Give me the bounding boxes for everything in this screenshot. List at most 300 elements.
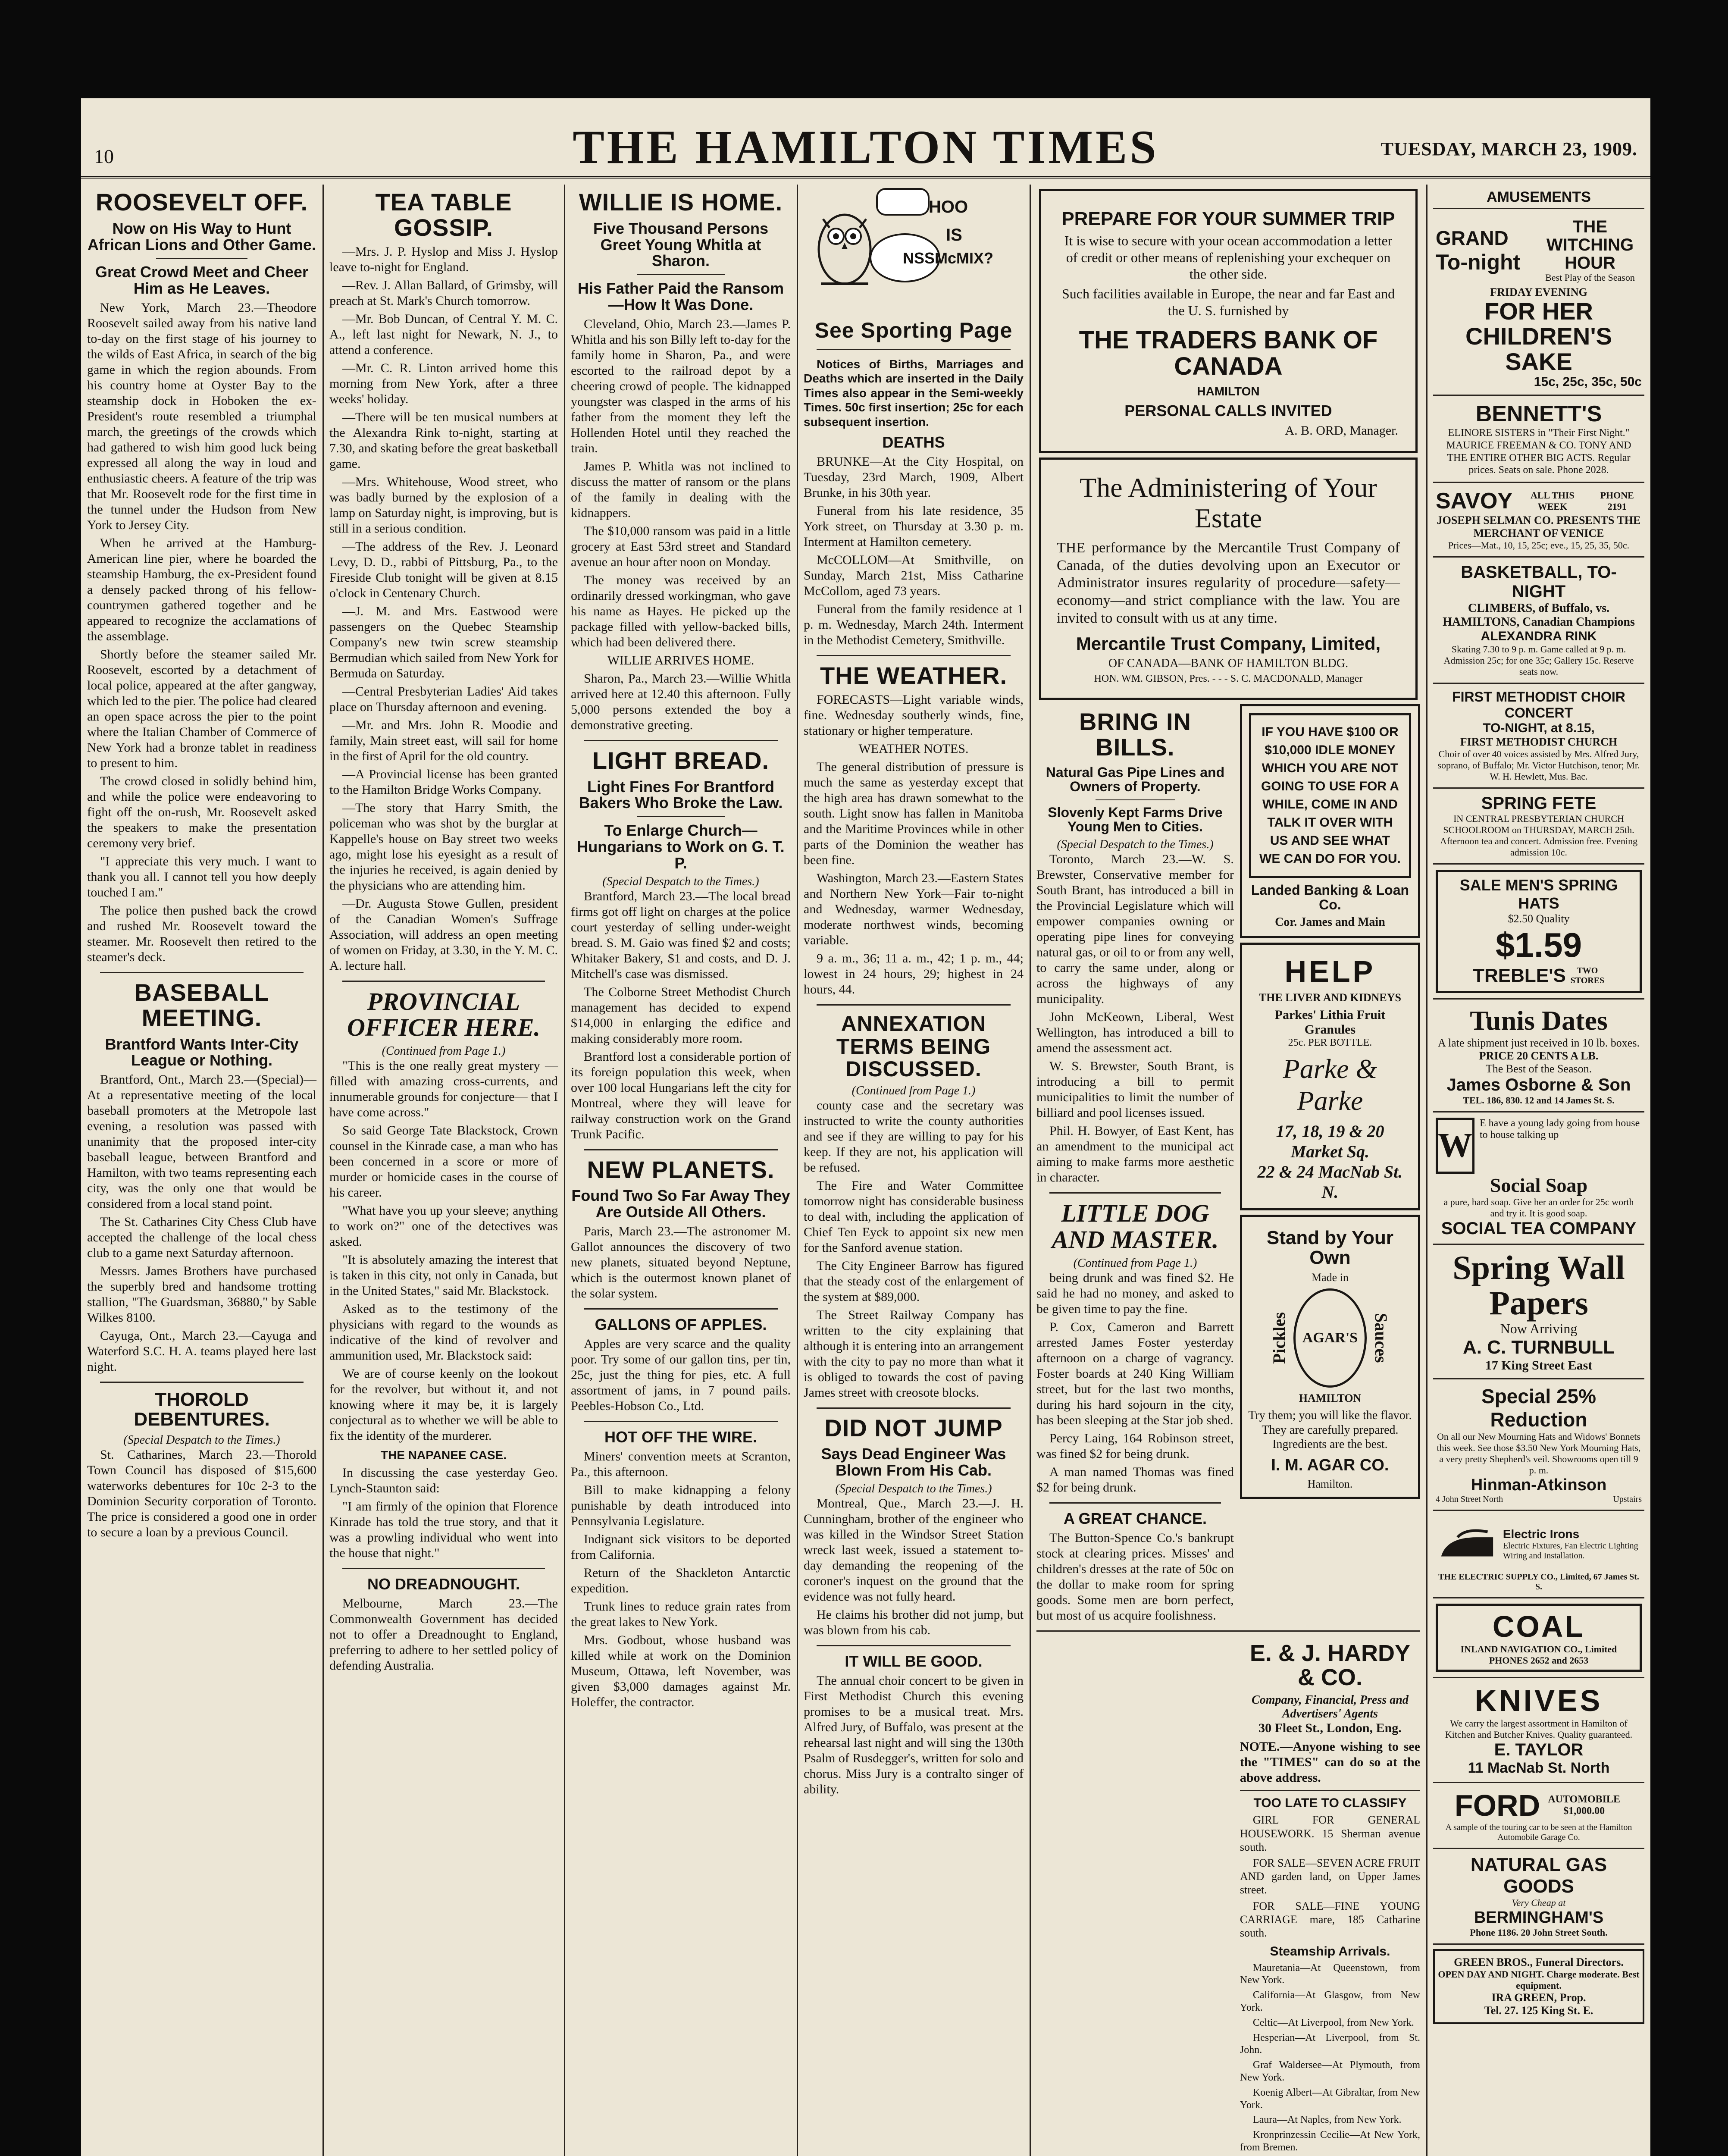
owl-bubble-text: HOO: [929, 197, 968, 216]
byline: (Special Despatch to the Times.): [602, 874, 759, 888]
firm-address: 17 King Street East: [1485, 1358, 1593, 1373]
continued-note: (Continued from Page 1.): [382, 1044, 506, 1058]
paragraph: The Button-Spence Co.'s bankrupt stock at clearing prices. Misses' and children's dresses at the rate of 50c on the dollar to make room for spring goods. Some men are born perfect, but most of us acquire foolishness.: [1036, 1530, 1234, 1623]
divider: [342, 1568, 545, 1569]
hardy-sub: Company, Financial, Press and Advertisers' Agents: [1252, 1693, 1409, 1720]
basketball-ad: [1433, 558, 1644, 684]
paragraph: —Mr. C. R. Linton arrived home this morning from New York, after a three weeks' holiday.: [329, 360, 558, 406]
coal-phones: PHONES 2652 and 2653: [1489, 1655, 1589, 1666]
hats-old-price: $2.50 Quality: [1508, 912, 1570, 925]
dog-article: [1036, 1270, 1234, 1495]
paragraph: —The address of the Rev. J. Leonard Levy, D. D., rabbi of Pittsburg, Pa., to the Fireside Club tonight will be given at 8.15 o'clock in Centenary Church.: [329, 539, 558, 600]
bills-deck: Slovenly Kept Farms Drive Young Men to Cities.: [1048, 804, 1223, 835]
bank-calls: PERSONAL CALLS INVITED: [1124, 402, 1332, 420]
choir-concert-ad: [1433, 684, 1644, 789]
paragraph: The Colborne Street Methodist Church management has decided to expend $14,000 in enlarging the edifice and making considerably more room.: [571, 984, 791, 1046]
ad-body: OPEN DAY AND NIGHT. Charge moderate. Best equipment.: [1438, 1969, 1640, 1991]
ad-body: We carry the largest assortment in Hamilton of Kitchen and Butcher Knives. Quality guaranteed.: [1445, 1718, 1633, 1740]
paragraph: Cayuga, Ont., March 23.—Cayuga and Waterford S.C. H. A. teams played here last night.: [87, 1329, 316, 1374]
classified-list: [1240, 1813, 1420, 1940]
paragraph: —Dr. Augusta Stowe Gullen, president of the Canadian Women's Suffrage Association, will address an open meeting of women on Friday, at 3.30, in the Y. M. C. A. lecture hall.: [329, 896, 558, 973]
steamship-list: [1240, 1962, 1420, 2156]
ad-headline: Tunis Dates: [1470, 1005, 1608, 1036]
divider: [817, 349, 1011, 350]
byline: (Special Despatch to the Times.): [1057, 837, 1214, 851]
iron-text: [1503, 1527, 1642, 1561]
notices-text: [804, 357, 1024, 429]
bennetts-ad: [1433, 396, 1644, 483]
side-ads-column: [1240, 704, 1420, 1626]
deaths-headline: DEATHS: [882, 433, 945, 451]
newspaper-title: THE HAMILTON TIMES: [573, 121, 1159, 173]
address-line: 22 & 24 MacNab St. N.: [1257, 1162, 1403, 1202]
hardy-and-classified: [1240, 1636, 1420, 2156]
good-article: [804, 1673, 1024, 1797]
soap-text: E have a young lady going from house to house talking up: [1480, 1118, 1640, 1141]
soap-row: [1436, 1118, 1642, 1174]
willie-deck: His Father Paid the Ransom—How It Was Done.: [577, 279, 784, 313]
ford-tag: AUTOMOBILE $1,000.00: [1548, 1794, 1620, 1817]
bills-article: [1036, 852, 1234, 1185]
savoy-top: [1436, 488, 1642, 514]
ad-body: Skating 7.30 to 9 p. m. Game called at 9 p. m. Admission 25c; for one 35c; Gallery 15c. Reserve seats now.: [1443, 644, 1634, 677]
paragraph: Messrs. James Brothers have purchased the superbly bred and handsome trotting stallion, "The Guardsman, 36880," by Sable Wilkes 8100.: [87, 1264, 316, 1325]
divider: [584, 1308, 778, 1310]
landed-banking-ad: [1240, 704, 1420, 938]
ad-headline: Special 25% Reduction: [1481, 1385, 1596, 1431]
bottom-section: [1036, 1636, 1420, 2156]
paragraph: WILLIE ARRIVES HOME.: [607, 653, 754, 667]
show-title: THE WITCHING HOUR: [1546, 217, 1634, 273]
split-section: [1036, 704, 1420, 1626]
paragraph: Brantford, Ont., March 23.—(Special)—At a representative meeting of the local baseball promoters at the Metropole last evening, a resolution was passed with unanimity that the proposed inter-city baseball league, between Brantford and Hamilton, with two teams representing each city, was the only one that would be considered from a local stand point.: [87, 1072, 316, 1211]
paragraph: The money was received by an ordinarily dressed workingman, who gave his name as Hayes. He picked up the package filled with yellow-backed bills, which had been delivered there.: [571, 573, 791, 649]
steamship-item: Graf Waldersee—At Plymouth, from New York.: [1240, 2059, 1420, 2083]
ad-body: Try them; you will like the flavor. They are carefully prepared. Ingredients are the best.: [1248, 1409, 1412, 1451]
paragraph: Sharon, Pa., March 23.—Willie Whitla arrived here at 12.40 this afternoon. Fully 5,000 persons extended the boy a demonstrative greeting.: [571, 671, 791, 732]
paragraph: "I appreciate this very much. I want to thank you all. I cannot tell you how deeply touched I am.": [87, 854, 316, 899]
ad-headline: SPRING FETE: [1481, 794, 1597, 813]
column-1: [81, 185, 322, 2156]
paragraph: —Mrs. Whitehouse, Wood street, who was badly burned by the explosion of a lamp on Saturday night, is improving, but is still in a serious condition.: [329, 474, 558, 536]
address-line: 17, 18, 19 & 20 Market Sq.: [1276, 1121, 1384, 1161]
willie-article: [571, 317, 791, 733]
show-prices: Prices—Mat., 10, 15, 25c; eve., 15, 25, 35, 50c.: [1448, 540, 1630, 551]
ad-headline: Electric Irons: [1503, 1527, 1580, 1541]
friday-play: FOR HER CHILDREN'S SAKE: [1465, 297, 1612, 376]
annexation-headline: ANNEXATION TERMS BEING DISCUSSED.: [836, 1012, 991, 1081]
paragraph: Brantford lost a considerable portion of its foreign population this week, when over 100 local Hungarians left the city for Montreal, where they will leave for railway construction work on the Grand Trunk Pacific.: [571, 1049, 791, 1141]
divider: [584, 1149, 778, 1150]
divider: [584, 740, 778, 741]
ad-body: Electric Fixtures, Fan Electric Lighting Wiring and Installation.: [1503, 1541, 1638, 1561]
willie-deck: Five Thousand Persons Greet Young Whitla at Sharon.: [593, 219, 769, 270]
firm-address-row: [1436, 1495, 1642, 1504]
paragraph: Mrs. Godbout, whose husband was killed while at work on the Dominion Museum, Ottawa, left November, was given $3,000 damages against Mr. Holeffer, the contractor.: [571, 1633, 791, 1709]
ad-headline: SALE MEN'S SPRING HATS: [1459, 876, 1618, 912]
steamship-item: California—At Glasgow, from New York.: [1240, 1990, 1420, 2013]
divider: [342, 981, 545, 982]
ad-body: JOSEPH SELMAN CO. PRESENTS THE MERCHANT OF VENICE: [1437, 514, 1641, 540]
game-venue: ALEXANDRA RINK: [1481, 629, 1597, 644]
pickles-label: Pickles: [1269, 1312, 1289, 1364]
paragraph: county case and the secretary was instructed to write the county authorities and see if they are willing to pay for his keep. If they are not, his application will be refused.: [804, 1098, 1024, 1175]
classified-item: FOR SALE—SEVEN ACRE FRUIT AND garden land, on Upper James street.: [1240, 1856, 1420, 1896]
paragraph: He claims his brother did not jump, but was blown from his cab.: [804, 1607, 1024, 1637]
firm-name: Hinman-Atkinson: [1471, 1476, 1607, 1495]
hardy-headline: E. & J. HARDY & CO.: [1249, 1640, 1410, 1691]
knives-ad: [1433, 1678, 1644, 1783]
divider: [1049, 1192, 1221, 1194]
column-5: [1030, 185, 1426, 2156]
dog-headline: LITTLE DOG AND MASTER.: [1052, 1199, 1219, 1253]
byline: (Special Despatch to the Times.): [835, 1482, 992, 1495]
divider: [100, 972, 304, 973]
masthead: [81, 111, 1650, 179]
product-name: Parkes' Lithia Fruit Granules: [1274, 1007, 1386, 1037]
paragraph: McCOLLOM—At Smithville, on Sunday, March 21st, Miss Catharine McCollom, aged 73 years.: [804, 553, 1024, 599]
paragraph: Paris, March 23.—The astronomer M. Gallot announces the discovery of two new planets, situated beyond Neptune, which is the outermost known planet of the solar system.: [571, 1224, 791, 1300]
bank-name: THE TRADERS BANK OF CANADA: [1079, 326, 1378, 381]
steamship-item: Celtic—At Liverpool, from New York.: [1252, 2017, 1414, 2028]
agar-city: HAMILTON: [1299, 1392, 1362, 1405]
ad-body: A sample of the touring car to be seen at the Hamilton Automobile Garage Co.: [1445, 1823, 1632, 1843]
ad-sub: Made in: [1311, 1271, 1349, 1284]
traders-bank-ad: [1039, 189, 1418, 453]
paragraph: The police then pushed back the crowd and rushed Mr. Roosevelt toward the steamer. Mr. Roosevelt then retired to the steamer's deck.: [87, 903, 316, 964]
trust-address: OF CANADA—BANK OF HAMILTON BLDG.: [1108, 656, 1349, 670]
ad-headline: Stand by Your Own: [1266, 1227, 1394, 1268]
continued-note: (Continued from Page 1.): [1073, 1256, 1197, 1270]
thorold-headline: THOROLD DEBENTURES.: [134, 1389, 270, 1430]
thorold-article: [87, 1447, 316, 1540]
product-price: 25c. PER BOTTLE.: [1288, 1037, 1372, 1048]
firm-address: 11 MacNab St. North: [1468, 1760, 1610, 1777]
divider: [817, 1645, 1011, 1646]
electric-iron-ad: [1433, 1511, 1644, 1598]
firm-floor: Upstairs: [1613, 1495, 1642, 1504]
paragraph: New York, March 23.—Theodore Roosevelt sailed away from his native land to-day on the first stage of his journey to the wilds of East Africa, in search of the big game in which the region abounds. From his country home at Oyster Bay to the steamship dock in Hoboken the ex-President's route resembled a triumphal march, the greetings of the crowds which had gathered to wish him good luck being expressed all along the way in loud and enthusiastic cheers. A feature of the trip was that Mr. Roosevelt rode for the first time in the tunnel under the Hudson from New York to Jersey City.: [87, 300, 316, 532]
ford-row: [1436, 1788, 1642, 1823]
provincial-article: [329, 1058, 558, 1444]
sporting-page-ref: See Sporting Page: [814, 318, 1013, 342]
theatre-name: GRAND: [1436, 226, 1509, 249]
ad-headline: NATURAL GAS GOODS: [1470, 1854, 1607, 1897]
ford-ad: [1433, 1783, 1644, 1849]
grand-left: [1436, 226, 1520, 275]
agar-jar-icon: [1293, 1288, 1367, 1388]
byline: (Special Despatch to the Times.): [123, 1433, 280, 1447]
paragraph: Trunk lines to reduce grain rates from the great lakes to New York.: [571, 1599, 791, 1629]
firm-name: BERMINGHAM'S: [1474, 1908, 1604, 1927]
hats-price: $1.59: [1495, 926, 1582, 965]
jump-article: [804, 1496, 1024, 1638]
paragraph: The Fire and Water Committee tomorrow night has considerable business to deal with, including the application of Chief Ten Eyck to appoint six new men for the Sanford avenue station.: [804, 1178, 1024, 1255]
ad-headline: Spring Wall Papers: [1453, 1249, 1625, 1322]
paragraph: Bill to make kidnapping a felony punishable by death introduced into Pennsylvania Legislature.: [571, 1482, 791, 1528]
classified-item: GIRL FOR GENERAL HOUSEWORK. 15 Sherman avenue south.: [1240, 1814, 1420, 1853]
paragraph: "What have you up your sleeve; anything to work on?" one of the detectives was asked.: [329, 1203, 558, 1249]
paragraph: Asked as to the testimony of the physicians with regard to the wounds as indicative of the kind of revolver and ammunition used, Mr. Blackstock said:: [329, 1302, 558, 1363]
theatre-name: BENNETT'S: [1475, 401, 1602, 427]
baseball-article: [87, 1072, 316, 1375]
firm-name: E. TAYLOR: [1494, 1740, 1584, 1760]
show-friday: FRIDAY EVENING: [1490, 285, 1587, 298]
paragraph: Washington, March 23.—Eastern States and Northern New York—Fair to-night and Wednesday, warmer Wednesday, moderate northwest winds, becoming variable.: [804, 871, 1024, 948]
owl-bubble-text: IS: [946, 226, 962, 244]
paragraph: When he arrived at the Hamburg-American line pier, where he boarded the steamship Hamburg, the ex-President found a densely packed throng of his fellow-countrymen gathered together and he appeared to recognize the acclamations of the assemblage.: [87, 536, 316, 643]
goodness-spacer: [1036, 1636, 1234, 2156]
paragraph: The crowd closed in solidly behind him, and while the police were endeavoring to fight off the on-rush, Mr. Roosevelt asked the speakers to make the presentation ceremony very brief.: [87, 774, 316, 850]
bread-article: [571, 889, 791, 1142]
tunis-dates-ad: [1433, 1000, 1644, 1112]
paragraph: Indignant sick visitors to be deported from California.: [571, 1532, 791, 1562]
grand-right: [1538, 218, 1642, 283]
ad-body: On all our New Mourning Hats and Widows' Bonnets this week. See those $3.50 New York Mourning Hats, a very pretty Shepherd's veil. Showrooms open till 9 p. m.: [1437, 1431, 1641, 1476]
ad-body: It is wise to secure with your ocean accommodation a letter of credit or other means of replenishing your exchequer on the other side.: [1064, 233, 1393, 282]
tea-headline: TEA TABLE GOSSIP.: [375, 188, 512, 241]
steamship-item: Laura—At Naples, from New York.: [1252, 2114, 1402, 2126]
paragraph: —Mrs. J. P. Hyslop and Miss J. Hyslop leave to-night for England.: [329, 244, 558, 274]
continued-note: (Continued from Page 1.): [851, 1084, 976, 1097]
baseball-deck: Brantford Wants Inter-City League or Nothing.: [105, 1035, 299, 1069]
company-address: Cor. James and Main: [1275, 915, 1385, 929]
paragraph: —Central Presbyterian Ladies' Aid takes place on Thursday afternoon and evening.: [329, 684, 558, 714]
paragraph: The City Engineer Barrow has figured that the steady cost of the enlargement of the system at $89,000.: [804, 1258, 1024, 1304]
steamship-item: Koenig Albert—At Gibraltar, from New York.: [1240, 2087, 1420, 2111]
green-bros-ad: [1433, 1949, 1644, 2024]
agar-ad: [1240, 1215, 1420, 1499]
chance-article: [1036, 1530, 1234, 1623]
paragraph: —J. M. and Mrs. Eastwood were passengers on the Quebec Steamship Company's new twin screw steamship Bermudian which sailed from New York for Bermuda on Saturday.: [329, 604, 558, 680]
amusements-header: AMUSEMENTS: [1433, 190, 1644, 209]
bread-deck: To Enlarge Church—Hungarians to Work on G. T. P.: [577, 821, 785, 872]
ad-headline: KNIVES: [1474, 1684, 1603, 1718]
ad-headline: The Administering of Your Estate: [1080, 472, 1377, 533]
baseball-headline: BASEBALL MEETING.: [134, 978, 269, 1031]
paragraph: Percy Laing, 164 Robinson street, was fined $2 for being drunk.: [1036, 1431, 1234, 1461]
paragraph: St. Catharines, March 23.—Thorold Town Council has disposed of $15,600 waterworks debentures for 10c 2-3 to the Dominion Security corporation of Toronto. The price is considered a good one in order to secure a loan by a previous Council.: [87, 1447, 316, 1539]
spring-fete-ad: [1433, 789, 1644, 865]
paragraph: Brantford, March 23.—The local bread firms got off light on charges at the police court yesterday of selling under-weight bread. S. M. Gaio was fined $2 and costs; Whitaker Bakery, $1 and costs, and D. J. Mitchell's case was dismissed.: [571, 889, 791, 981]
steamship-item: Kronprinzessin Cecilie—At New York, from Bremen.: [1240, 2129, 1420, 2153]
paragraph: Phil. H. Bowyer, of East Kent, has an amendment to the municipal act aiming to make farms more aesthetic in character.: [1036, 1123, 1234, 1185]
hardy-note: NOTE.—Anyone wishing to see the "TIMES" can do so at the above address.: [1240, 1739, 1420, 1785]
proprietor: IRA GREEN, Prop.: [1491, 1991, 1586, 2004]
product-name: Social Soap: [1490, 1174, 1588, 1197]
napanee-article: [329, 1465, 558, 1561]
hats-box: [1436, 870, 1642, 993]
classified-item: FOR SALE—FINE YOUNG CARRIAGE mare, 185 Catharine south.: [1240, 1899, 1420, 1939]
napanee-subhead: THE NAPANEE CASE.: [381, 1448, 507, 1462]
divider: [637, 816, 725, 817]
paragraph: In discussing the case yesterday Geo. Lynch-Staunton said:: [329, 1465, 558, 1495]
show-note: Best Play of the Season: [1545, 272, 1635, 283]
paragraph: Shortly before the steamer sailed Mr. Roosevelt, escorted by a detachment of local police, appeared at the after gangway, which led to the pier. The police had cleared an open space across the pier to the point where the Italian Chamber of Commerce of New York had a bronze tablet in readiness to present to him.: [87, 647, 316, 770]
column-3: [565, 185, 797, 2156]
paragraph: The St. Catharines City Chess Club have accepted the challenge of the local chess club to a game next Saturday afternoon.: [87, 1215, 316, 1260]
company-name: Landed Banking & Loan Co.: [1251, 882, 1409, 912]
paragraph: —A Provincial license has been granted to the Hamilton Bridge Works Company.: [329, 767, 558, 797]
paragraph: —The story that Harry Smith, the policeman who was shot by the burglar at Kappelle's house on Bay street two weeks ago, might lose his eyesight as a result of the injuries he received, is again denied by the physicians who are attending him.: [329, 800, 558, 893]
apples-headline: GALLONS OF APPLES.: [595, 1315, 767, 1333]
electric-iron-icon: [1436, 1516, 1499, 1572]
bills-deck: Natural Gas Pipe Lines and Owners of Property.: [1046, 764, 1225, 795]
roosevelt-headline: ROOSEVELT OFF.: [95, 188, 308, 216]
divider: [637, 274, 725, 275]
paragraph: Funeral from his late residence, 35 York street, on Thursday at 3.30 p. m. Interment at Hamilton cemetery.: [804, 504, 1024, 549]
company-place: Hamilton.: [1307, 1477, 1353, 1490]
reduction-ad: [1433, 1379, 1644, 1511]
bills-and-dog-column: [1036, 704, 1234, 1626]
divider: [1036, 1630, 1420, 1632]
ad-body: A late shipment just received in 10 lb. boxes.: [1438, 1037, 1640, 1050]
ad-headline: HELP: [1284, 955, 1376, 989]
savoy-sub: ALL THIS WEEK: [1530, 490, 1575, 512]
ad-body: IF YOU HAVE $100 OR $10,000 IDLE MONEY WHICH YOU ARE NOT GOING TO USE FOR A WHILE, COME IN AND TALK IT OVER WITH US AND SEE WHAT WE CAN DO FOR YOU.: [1249, 713, 1411, 878]
jump-deck: Says Dead Engineer Was Blown From His Cab.: [821, 1445, 1006, 1479]
paragraph: Funeral from the family residence at 1 p. m. Wednesday, March 24th. Interment in the Methodist Cemetery, Smithville.: [804, 602, 1024, 648]
paragraph: Toronto, March 23.—W. S. Brewster, Conservative member for South Brant, has introduced a bill in the Provincial Legislature which will empower companies owning or operating pipe lines for conveying natural gas, or oil to or from any well, to carry the same under, along or across the highways of any municipality.: [1036, 852, 1234, 1006]
paragraph: BRUNKE—At the City Hospital, on Tuesday, 23rd March, 1909, Albert Brunke, in his 30th year.: [804, 454, 1024, 500]
roosevelt-deck: Now on His Way to Hunt African Lions and Other Game.: [87, 219, 316, 254]
page-number: 10: [94, 145, 114, 167]
firm-address: 4 John Street North: [1436, 1495, 1503, 1504]
paragraph: John McKeown, Liberal, West Wellington, has introduced a bill to amend the assessment act.: [1036, 1009, 1234, 1055]
paragraph: "I am firmly of the opinion that Florence Kinrade has told the true story, and that it was a prowling individual who went into the house that night.": [329, 1499, 558, 1560]
theatre-name: SAVOY: [1436, 489, 1513, 514]
divider: [817, 1004, 1011, 1006]
ad-headline: FIRST METHODIST CHOIR CONCERT: [1452, 689, 1625, 721]
owl-illustration: [804, 185, 942, 297]
paragraph: So said George Tate Blackstock, Crown counsel in the Kinrade case, a man who has been concerned in a score or more of murder or homicide cases in the course of his career.: [329, 1123, 558, 1200]
natural-gas-ad: [1433, 1849, 1644, 1945]
firm-tel: TEL. 186, 830. 12 and 14 James St. S.: [1463, 1095, 1615, 1106]
paragraph: The annual choir concert to be given in First Methodist Church this evening promises to be a musical treat. Mrs. Alfred Jury, of Buffalo, was present at the rehearsal last night and will sing the 130th Psalm of Rusdegger's, written for solo and chorus. Miss Jury is a contralto singer of ability.: [804, 1673, 1024, 1796]
steamship-headline: Steamship Arrivals.: [1270, 1944, 1390, 1959]
divider: [584, 1421, 778, 1422]
classify-headline: TOO LATE TO CLASSIFY: [1253, 1796, 1407, 1810]
paragraph: "It is absolutely amazing the interest that is taken in this city, not only in Canada, but in the United States," said Mr. Blackstock.: [329, 1253, 558, 1298]
ad-sub: Very Cheap at: [1512, 1897, 1566, 1908]
roosevelt-deck: Great Crowd Meet and Cheer Him as He Leaves.: [95, 263, 309, 298]
paragraph: Return of the Shackleton Antarctic expedition.: [571, 1565, 791, 1595]
concert-time: TO-NIGHT, at 8.15,: [1483, 721, 1595, 736]
dates-best: The Best of the Season.: [1485, 1062, 1592, 1075]
paragraph: —Mr. and Mrs. John R. Moodie and family, Main street east, will sail for home in the first of April for the old country.: [329, 718, 558, 763]
paragraph: —Mr. Bob Duncan, of Central Y. M. C. A., left last night for Newark, N. J., to attend a conference.: [329, 311, 558, 357]
ad-sub: THE LIVER AND KIDNEYS: [1258, 991, 1402, 1004]
savoy-phone: PHONE 2191: [1600, 490, 1634, 512]
trebles-hats-ad: [1433, 865, 1644, 1000]
bank-manager: A. B. ORD, Manager.: [1285, 423, 1398, 438]
store-name: TREBLE'S: [1473, 965, 1566, 987]
agar-logo-row: [1248, 1288, 1412, 1388]
firm-name: James Osborne & Son: [1446, 1075, 1631, 1095]
paragraph: "This is the one really great mystery —filled with amazing cross-currents, and innumerable grounds for conjecture— that I have come across.": [329, 1059, 558, 1120]
ad-sub: Now Arriving: [1500, 1321, 1578, 1337]
savoy-ad: [1433, 483, 1644, 558]
column-4: [798, 185, 1030, 2156]
ad-body: a pure, hard soap. Give her an order for 25c worth and try it. It is good soap.: [1443, 1197, 1634, 1219]
ad-headline: BASKETBALL, TO-NIGHT: [1461, 563, 1617, 602]
divider: [1049, 1502, 1221, 1504]
paragraph: —There will be ten musical numbers at the Alexandra Rink to-night, starting at 7.30, and skating before the great basketball game.: [329, 410, 558, 471]
ad-body: INLAND NAVIGATION CO., Limited: [1460, 1644, 1617, 1655]
paragraph: P. Cox, Cameron and Barrett arrested James Foster yesterday afternoon on a charge of vagrancy. Foster boards at 240 King William street, but for the last two months, during his hard sojourn in the city, has been sleeping at the Star job shed.: [1036, 1319, 1234, 1427]
paragraph: A man named Thomas was fined $2 for being drunk.: [1036, 1464, 1234, 1495]
trust-officers: HON. WM. GIBSON, Pres. - - - S. C. MACDONALD, Manager: [1094, 673, 1363, 684]
mercantile-trust-ad: [1039, 458, 1418, 700]
newspaper-page: [81, 98, 1650, 2156]
paragraph: —Rev. J. Allan Ballard, of Grimsby, will preach at St. Mark's Church tomorrow.: [329, 278, 558, 308]
roosevelt-article: [87, 300, 316, 965]
ad-body: IN CENTRAL PRESBYTERIAN CHURCH SCHOOLROOM on THURSDAY, MARCH 25th. Afternoon tea and concert. Admission free. Evening admission 10c.: [1440, 813, 1638, 858]
show-when: To-night: [1436, 250, 1521, 274]
ad-body: Such facilities available in Europe, the near and far East and the U. S. furnished by: [1061, 286, 1395, 318]
ad-headline: FORD: [1454, 1789, 1540, 1823]
ad-body: THE performance by the Mercantile Trust Company of Canada, of the duties devolving upon an Executor or Administrator insures regularity of procedure—safety—economy—and strict compliance with the law. You are invited to consult with us at any time.: [1057, 539, 1400, 627]
owl-bubble-text: NSSMcMIX?: [903, 249, 994, 267]
dreadnought-article: [329, 1596, 558, 1673]
steamship-item: Hesperian—At Liverpool, from St. John.: [1240, 2032, 1420, 2056]
wire-headline: HOT OFF THE WIRE.: [604, 1428, 757, 1446]
store-count: TWO STORES: [1570, 966, 1605, 986]
dates-price: PRICE 20 CENTS A LB.: [1479, 1050, 1599, 1062]
planets-headline: NEW PLANETS.: [587, 1156, 775, 1183]
paragraph: Montreal, Que., March 23.—J. H. Cunningham, brother of the engineer who was killed in the Windsor Street Station wreck last week, issued a statement to-day demanding the reopening of the coroner's inquest on the ground that the evidence was not fully heard.: [804, 1496, 1024, 1604]
paragraph: The Street Railway Company has written to the city explaining that although it is entering into an arrangement with the city to pay no more than what it is obliged to towards the cost of paving James street with creosote blocks.: [804, 1307, 1024, 1400]
divider: [817, 1407, 1011, 1409]
trust-company-name: Mercantile Trust Company, Limited,: [1076, 633, 1381, 654]
company-name: SOCIAL TEA COMPANY: [1441, 1219, 1637, 1238]
company-name: I. M. AGAR CO.: [1271, 1456, 1389, 1474]
divider: [1240, 1790, 1420, 1791]
social-soap-ad: [1433, 1112, 1644, 1245]
agar-brand: AGAR'S: [1302, 1330, 1358, 1346]
divider: [817, 655, 1011, 656]
paragraph: We are of course keenly on the lookout for the revolver, but without it, and not knowing where it may be, it is largely conjectural as to whether we will be able to fix the identity of the murderer.: [329, 1366, 558, 1443]
planets-deck: Found Two So Far Away They Are Outside All Others.: [571, 1187, 790, 1221]
divider: [156, 258, 248, 259]
weather-article: [804, 692, 1024, 997]
paragraph: James P. Whitla was not inclined to discuss the matter of ransom or the plans of the family in dealing with the kidnappers.: [571, 459, 791, 520]
weather-headline: THE WEATHER.: [820, 662, 1008, 689]
column-6: [1427, 185, 1650, 2156]
concert-venue: FIRST METHODIST CHURCH: [1460, 736, 1618, 749]
paragraph: W. S. Brewster, South Brant, is introducing a bill to permit municipalities to limit the number of billiard and pool licenses issued.: [1036, 1059, 1234, 1120]
jump-headline: DID NOT JUMP: [824, 1414, 1003, 1442]
coal-box: [1436, 1604, 1642, 1672]
sauces-label: Sauces: [1371, 1313, 1391, 1363]
ad-body: ELINORE SISTERS in "Their First Night." MAURICE FREEMAN & CO. TONY AND THE ENTIRE OTHER BIG ACTS. Regular prices. Seats on sale. Phone 2028.: [1446, 427, 1631, 476]
paragraph: being drunk and was fined $2. He said he had no money, and asked to be given time to pay the fine.: [1036, 1270, 1234, 1316]
paragraph: Notices of Births, Marriages and Deaths which are inserted in the Daily Times also appear in the Semi-weekly Times. 50c first insertion; 25c for each subsequent insertion.: [804, 357, 1024, 429]
game-teams: CLIMBERS, of Buffalo, vs. HAMILTONS, Canadian Champions: [1443, 602, 1635, 629]
wall-papers-ad: [1433, 1245, 1644, 1379]
firm-name: A. C. TURNBULL: [1463, 1337, 1615, 1358]
w-emblem-icon: W: [1436, 1118, 1474, 1174]
chance-headline: A GREAT CHANCE.: [1063, 1509, 1207, 1527]
company-name: THE ELECTRIC SUPPLY CO., Limited, 67 James St. S.: [1438, 1572, 1639, 1592]
firm-address: Phone 1186. 20 John Street South.: [1470, 1927, 1608, 1938]
parke-signature: Parke & Parke: [1283, 1053, 1377, 1116]
bread-headline: LIGHT BREAD.: [592, 746, 770, 774]
owl-ad: [804, 185, 1024, 314]
dreadnought-headline: NO DREADNOUGHT.: [367, 1575, 520, 1593]
store-row: [1442, 965, 1635, 987]
grand-theatre-ad: [1433, 213, 1644, 396]
